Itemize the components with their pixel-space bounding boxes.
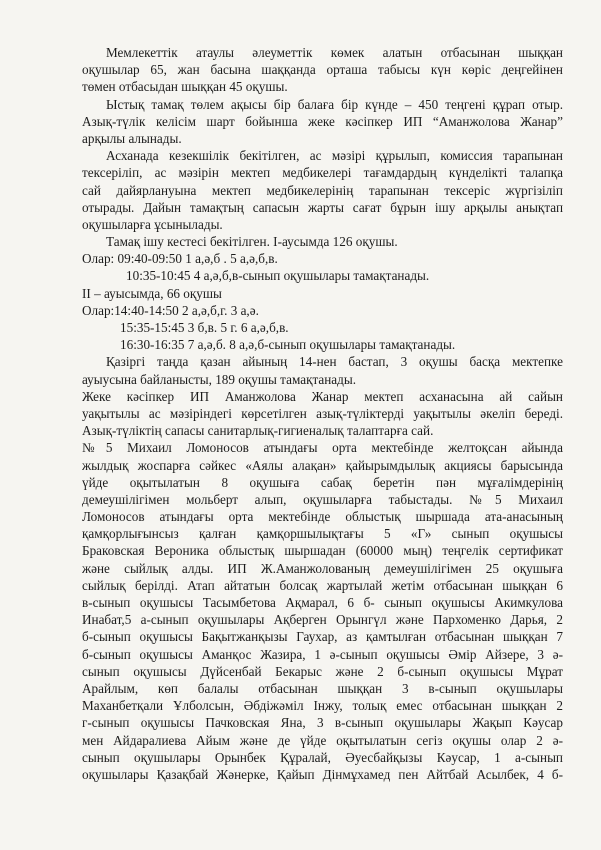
text-line: оқушыларға ұсынылады. [82, 216, 223, 232]
text-line: үйде оқытылатын 8 оқушыға сабақ беретін пән мұғалімдерінің [82, 474, 563, 490]
text-line: оқушылар 65, жан басына шаққанда орташа табысы күн көріс деңгейінен [82, 62, 563, 78]
text-line: Асханада кезекшілік бекітілген, ас мәзірі құрылып, комиссия тарапынан [106, 148, 563, 164]
text-line: Арайлым, көп балалы отбасынан шыққан 3 в-сынып оқушылары [82, 680, 563, 696]
text-line: қамқорлығынсыз қалған қамқоршылықтағы 5 «Г» сынып оқушысы [82, 526, 563, 542]
text-line: сынып оқушылары Орынбек Құралай, Әуесбайқызы Кәусар, 1 а-сынып [82, 749, 563, 765]
text-line: сыйлық берілді. Атап айтатын болсақ жартылай жетім отбасынан шыққан 6 [82, 577, 563, 593]
text-line: Олар: 09:40-09:50 1 а,ә,б . 5 а,ә,б,в. [82, 251, 278, 267]
text-line: Қазіргі таңда қазан айының 14-нен бастап, 3 оқушы басқа мектепке [106, 354, 563, 370]
text-line: Жеке кәсіпкер ИП Аманжолова Жанар мектеп асханасына ай сайын [82, 388, 563, 404]
text-line: жылдық жоспарға сәйкес «Аялы алақан» қайырымдылық акциясы барысында [82, 457, 563, 473]
text-line: және сыйлық алды. ИП Ж.Аманжолованың демеушілігімен 25 оқушыға [82, 560, 563, 576]
text-line: Мемлекеттік атаулы әлеуметтік көмек алатын отбасынан шыққан [106, 45, 563, 60]
text-line: демеушілігімен мольберт алып, оқушыларға табыстады. №5 Михаил [82, 491, 563, 507]
text-line: арқылы алынады. [82, 130, 182, 146]
text-line: тексеріліп, ас мәзірін мектеп медбикелері тағамдардың күнделікті талапқа [82, 165, 563, 181]
text-line: г-сынып оқушысы Пачковская Яна, 3 в-сынып оқушылары Жақып Кәусар [82, 715, 563, 731]
text-line: уақытылы ас мәзіріндегі көрсетілген азық-түліктерді уақытылы әкеліп береді. [82, 405, 563, 421]
text-line: ІІ – ауысымда, 66 оқушы [82, 285, 222, 301]
text-line: 15:35-15:45 3 б,в. 5 г. 6 а,ә,б,в. [120, 320, 289, 335]
text-line: ауыусына байланысты, 189 оқушы тамақтанады. [82, 371, 357, 387]
text-line: 16:30-16:35 7 а,ә,б. 8 а,ә,б-сынып оқушылары тамақтанады. [120, 337, 456, 353]
text-line: Ломоносов атындағы орта мектебінде облыстық шыршада ата-анасының [82, 509, 563, 525]
text-line: Маханбетқали Ұлболсын, Әбдіжәміл Інжу, толық емес отбасынан шыққан 2 [82, 698, 563, 714]
text-line: мен Айдаралиева Айым және де үйде оқытылатын сегіз оқушы олар 2 ә- [82, 732, 563, 748]
text-line: төмен отбасыдан шыққан 45 оқушы. [82, 79, 288, 95]
text-line: Тамақ ішу кестесі бекітілген. І-аусымда 126 оқушы. [106, 234, 398, 250]
text-line: Браковская Вероника облыстық шыршадан (60000 мың) теңгелік сертификат [82, 543, 563, 559]
text-line: 10:35-10:45 4 а,ә,б,в-сынып оқушылары тамақтанады. [126, 268, 430, 284]
text-line: в-сынып оқушысы Тасымбетова Ақмарал, 6 б- сынып оқушысы Акимкулова [82, 595, 563, 610]
document-body [82, 44, 563, 783]
text-line: Азық-түліктің сапасы санитарлық-гигиеналық талаптарға сай. [82, 423, 434, 439]
text-line: б-сынып оқушысы Аманқос Жазира, 1 ә-сынып оқушысы Әмір Айзере, 3 ә- [82, 646, 563, 662]
text-line: сынып оқушысы Дүйсенбай Бекарыс және 2 б-сынып оқушысы Мұрат [82, 663, 563, 679]
text-line: оқушылары Қазақбай Жәнерке, Қайып Дінмұхамед пен Айтбай Асылбек, 4 б- [82, 766, 563, 782]
text-line: Инабат,5 а-сынып оқушылары Ақберген Орынгүл және Пархоменко Дарья, 2 [82, 612, 563, 628]
text-line: Олар:14:40-14:50 2 а,ә,б,г. 3 а,ә. [82, 302, 259, 318]
text-line: б-сынып оқушысы Бақытжанқызы Гаухар, аз қамтылған отбасынан шыққан 7 [82, 629, 563, 645]
text-line: №5 Михаил Ломоносов атындағы орта мектебінде желтоқсан айында [82, 440, 563, 456]
text-line: Ыстық тамақ төлем ақысы бір балаға бір күнде – 450 теңгені құрап отыр. [106, 96, 563, 112]
text-line: сай дайярлануына мектеп медбикелерінің тарапынан тексеріс жүргізіліп [82, 182, 563, 198]
text-line: отырады. Дайын тамақтың сапасын жарты сағат бұрын ішу арқылы анықтап [82, 199, 563, 215]
text-line: Азық-түлік келісім шарт бойынша жеке кәсіпкер ИП “Аманжолова Жанар” [82, 113, 563, 129]
